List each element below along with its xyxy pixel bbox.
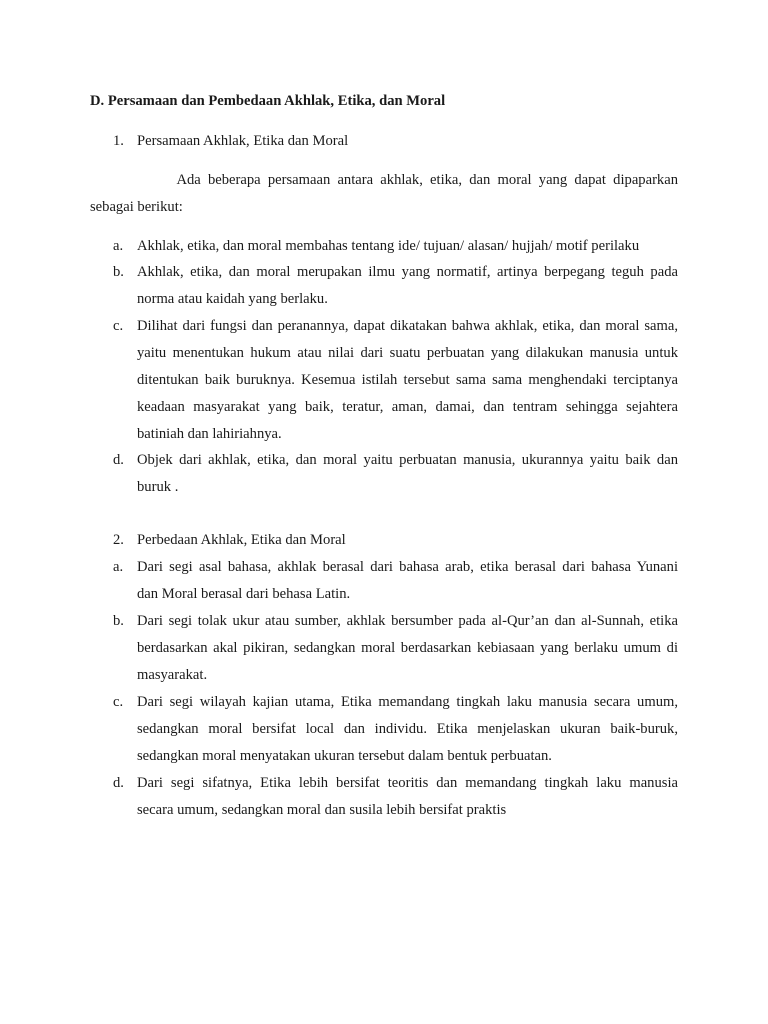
text-line: Dari segi sifatnya, Etika lebih bersifat teoritis dan memandang tingkah laku manusia [137, 775, 678, 791]
list-item-text [137, 233, 678, 260]
text-line: Akhlak, etika, dan moral merupakan ilmu yang normatif, artinya berpegang teguh pada [137, 264, 678, 280]
list-item-label: a. [113, 559, 124, 575]
text-line: Dari segi wilayah kajian utama, Etika memandang tingkah laku manusia secara umum, [137, 694, 678, 710]
text-line: Dari segi asal bahasa, akhlak berasal dari bahasa arab, etika berasal dari bahasa Yunani [137, 559, 678, 575]
list-item-text [137, 770, 678, 824]
subsection-title: Persamaan Akhlak, Etika dan Moral [137, 133, 349, 149]
section-heading: D. Persamaan dan Pembedaan Akhlak, Etika, dan Moral [90, 93, 446, 109]
text-line: dan Moral berasal dari behasa Latin. [137, 586, 351, 602]
list-item-label: b. [113, 613, 124, 629]
list-item-text [137, 259, 678, 313]
text-line: sedangkan moral menyatakan ukuran tersebut dalam bentuk perbuatan. [137, 748, 552, 764]
text-line: Dari segi tolak ukur atau sumber, akhlak bersumber pada al-Qur’an dan al-Sunnah, etika [137, 613, 678, 629]
subsection-number: 1. [113, 133, 124, 149]
list-item-label: c. [113, 694, 124, 710]
text-line: buruk . [137, 479, 179, 495]
list-item-text [137, 447, 678, 501]
intro-paragraph-text [90, 167, 678, 221]
list-item-text [137, 313, 678, 448]
list-item-label: c. [113, 318, 124, 334]
text-line: Akhlak, etika, dan moral membahas tentang ide/ tujuan/ alasan/ hujjah/ motif perilaku [137, 238, 640, 254]
text-line: sebagai berikut: [90, 199, 183, 215]
subsection-title: Perbedaan Akhlak, Etika dan Moral [137, 532, 346, 548]
text-line: Ada beberapa persamaan antara akhlak, etika, dan moral yang dapat dipaparkan [90, 172, 678, 188]
list-item-label: d. [113, 775, 124, 791]
list-item-text [137, 608, 678, 689]
text-line: masyarakat. [137, 667, 208, 683]
list-item-label: d. [113, 452, 124, 468]
text-line: yaitu menentukan hukum atau nilai dari suatu perbuatan yang dilakukan manusia untuk [137, 345, 678, 361]
subsection-number: 2. [113, 532, 124, 548]
text-line: berdasarkan akal pikiran, sedangkan moral berdasarkan kebiasaan yang berlaku umum di [137, 640, 678, 656]
text-line: ditentukan baik buruknya. Kesemua istilah tersebut sama sama menghendaki terciptanya [137, 372, 678, 388]
text-line: batiniah dan lahiriahnya. [137, 426, 282, 442]
list-item-label: a. [113, 238, 124, 254]
text-line: keadaan masyarakat yang baik, teratur, aman, damai, dan tentram sehingga sejahtera [137, 399, 678, 415]
text-line: Objek dari akhlak, etika, dan moral yaitu perbuatan manusia, ukurannya yaitu baik dan [137, 452, 678, 468]
list-item-text [137, 689, 678, 770]
text-line: secara umum, sedangkan moral dan susila lebih bersifat praktis [137, 802, 507, 818]
text-line: norma atau kaidah yang berlaku. [137, 291, 328, 307]
list-item-text [137, 554, 678, 608]
text-line: sedangkan moral bersifat local dan individu. Etika menjelaskan ukuran baik-buruk, [137, 721, 678, 737]
text-line: Dilihat dari fungsi dan peranannya, dapat dikatakan bahwa akhlak, etika, dan moral sama, [137, 318, 678, 334]
list-item-label: b. [113, 264, 124, 280]
